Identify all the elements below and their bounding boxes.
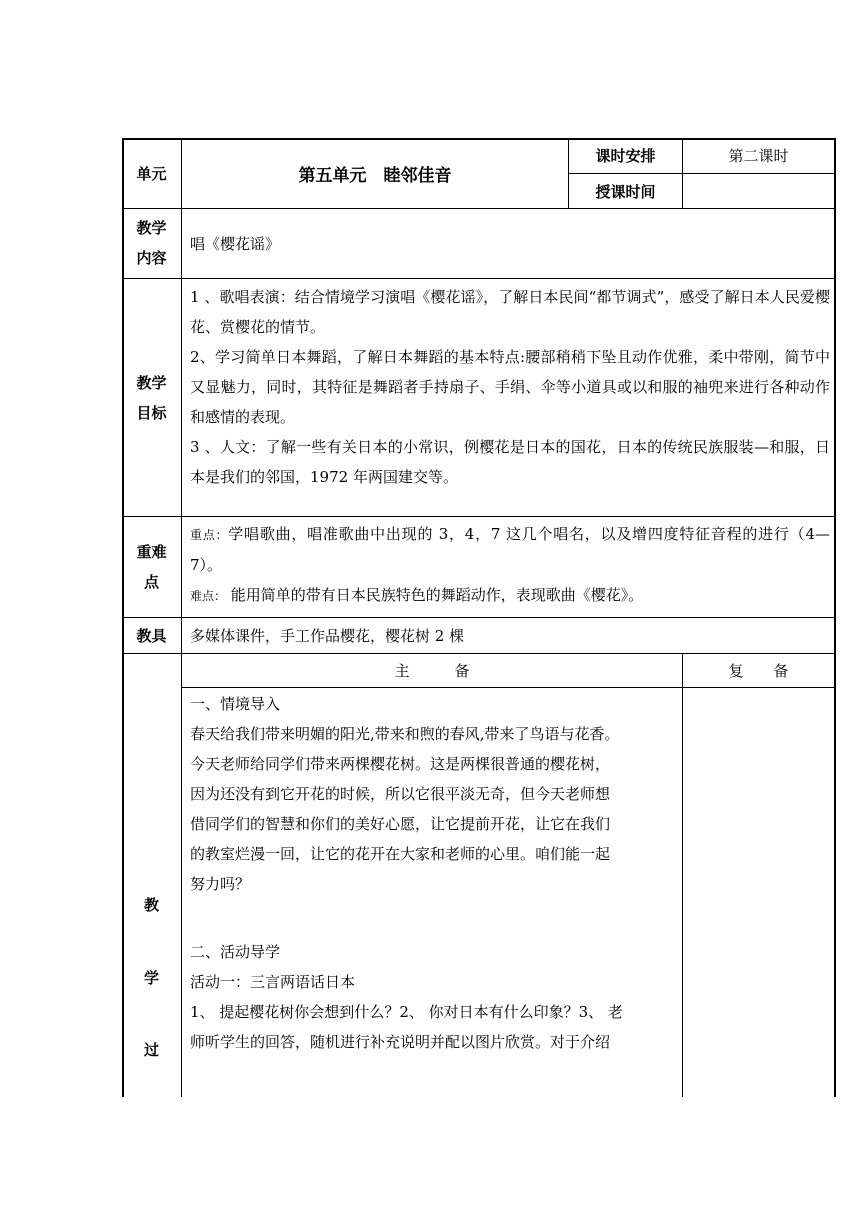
schedule-label: 课时安排 bbox=[595, 147, 656, 165]
goal-item-1: 1 、歌唱表演：结合情境学习演唱《樱花谣》，了解日本民间“都节调式”，感受了解日本人民爱樱花、赏樱花的情节。 bbox=[190, 288, 830, 336]
process-line: 活动一：三言两语话日本 bbox=[190, 973, 356, 991]
process-line: 的教室烂漫一回，让它的花开在大家和老师的心里。咱们能一起 bbox=[190, 845, 611, 863]
content-text: 唱《樱花谣》 bbox=[190, 234, 281, 253]
unit-label: 单元 bbox=[136, 164, 167, 183]
process-line: 一、情境导入 bbox=[190, 695, 281, 713]
process-main-text bbox=[190, 689, 680, 1094]
process-line: 努力吗？ bbox=[190, 875, 251, 893]
process-line: 师听学生的回答，随机进行补充说明并配以图片欣赏。对于介绍 bbox=[190, 1033, 611, 1051]
goals-text bbox=[190, 282, 830, 514]
process-line: 今天老师给同学们带来两棵樱花树。这是两棵很普通的樱花树， bbox=[190, 755, 611, 773]
lesson-plan-table bbox=[122, 138, 836, 1097]
main-prep-header: 主 备 bbox=[394, 662, 470, 680]
rule bbox=[122, 278, 836, 279]
goal-item-3: 3 、人文：了解一些有关日本的小常识，例樱花是日本的国花，日本的传统民族服装—和服，日本是我们的邻国，1972 年两国建交等。 bbox=[190, 438, 830, 486]
unit-title: 第五单元 睦邻佳音 bbox=[298, 165, 452, 186]
process-label: 教 学 过 bbox=[143, 896, 159, 1059]
process-review-area bbox=[683, 688, 834, 1097]
goal-item-2: 2、学习简单日本舞蹈，了解日本舞蹈的基本特点:腰部稍稍下坠且动作优雅，柔中带刚，简节中又显魅力，同时，其特征是舞蹈者手持扇子、手绢、伞等小道具或以和服的袖兜来进行各种动作和感情的表现。 bbox=[190, 348, 830, 426]
process-line bbox=[190, 899, 680, 937]
process-line: 春天给我们带来明媚的阳光,带来和煦的春风,带来了鸟语与花香。 bbox=[190, 725, 620, 743]
date-label: 授课时间 bbox=[595, 182, 656, 201]
focus-point: 重点：学唱歌曲，唱准歌曲中出现的 3，4，7 这几个唱名，以及增四度特征音程的进行（4—7）。 bbox=[190, 525, 830, 574]
date-value bbox=[683, 174, 834, 208]
key-points-label: 重难 点 bbox=[136, 543, 167, 591]
difficulty-point: 难点： 能用简单的带有日本民族特色的舞蹈动作，表现歌曲《樱花》。 bbox=[190, 586, 644, 604]
process-line: 因为还没有到它开花的时候，所以它很平淡无奇，但今天老师想 bbox=[190, 785, 611, 803]
goals-label: 教学 目标 bbox=[136, 373, 167, 422]
review-prep-header: 复 备 bbox=[728, 662, 789, 680]
tools-text: 多媒体课件，手工作品樱花，樱花树 2 棵 bbox=[190, 626, 465, 645]
content-label: 教学 内容 bbox=[136, 219, 167, 267]
rule bbox=[122, 516, 836, 517]
key-points-text bbox=[190, 519, 830, 615]
schedule-value: 第二课时 bbox=[728, 147, 789, 165]
process-line: 1、 提起樱花树你会想到什么？2、 你对日本有什么印象？3、 老 bbox=[190, 1003, 623, 1021]
process-line: 借同学们的智慧和你们的美好心愿，让它提前开花，让它在我们 bbox=[190, 815, 611, 833]
tools-label: 教具 bbox=[136, 627, 167, 645]
rule bbox=[181, 138, 182, 1097]
process-line: 二、活动导学 bbox=[190, 943, 281, 961]
